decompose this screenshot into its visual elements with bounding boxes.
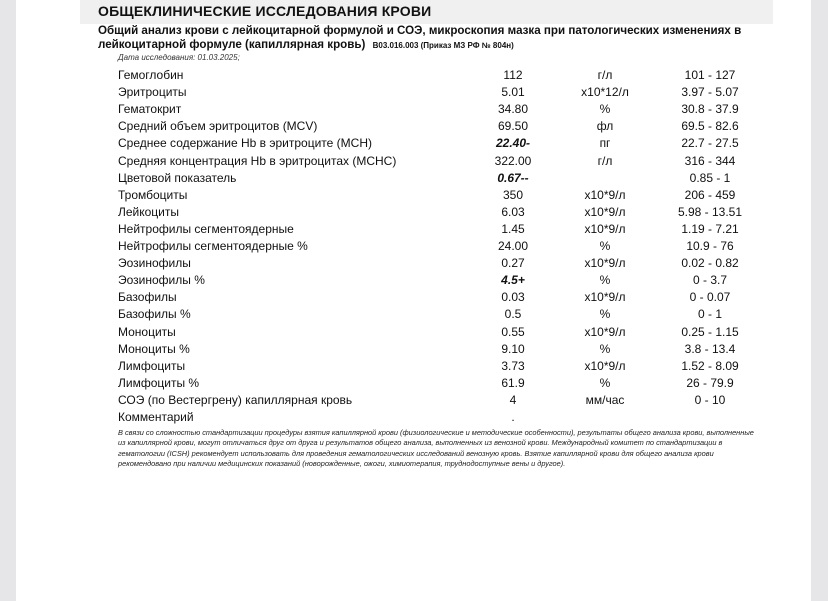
result-unit: x10*9/л [584,256,626,271]
result-row [0,392,828,409]
result-reference: 3.97 - 5.07 [681,85,739,100]
result-reference: 0 - 3.7 [692,273,728,288]
result-row [0,409,828,426]
result-row [0,118,828,135]
result-name: Лимфоциты [118,358,186,373]
result-row [0,324,828,341]
result-name: Среднее содержание Hb в эритроците (MCH) [118,136,372,151]
result-name: Эозинофилы % [118,273,205,288]
result-value: . [511,410,515,424]
result-reference: 69.5 - 82.6 [681,119,739,134]
section-header [80,0,773,24]
result-name: Эозинофилы [118,256,191,271]
result-name: Базофилы % [118,307,191,322]
result-reference: 26 - 79.9 [686,375,734,390]
result-reference: 0.02 - 0.82 [681,256,739,271]
result-row [0,255,828,272]
result-value: 69.50 [497,119,529,134]
result-name: Нейтрофилы сегментоядерные [118,221,294,236]
result-name: Нейтрофилы сегментоядерные % [118,239,308,253]
result-value: 0.55 [501,324,525,339]
result-row [0,358,828,375]
result-row [0,187,828,204]
result-row [0,375,828,392]
result-value: 9.10 [501,341,525,356]
result-name: Эритроциты [118,85,187,100]
result-row [0,84,828,101]
result-row [0,170,828,187]
study-date: Дата исследования: 01.03.2025; [118,53,240,62]
result-unit: % [599,102,611,117]
result-row [0,306,828,323]
result-name: Комментарий [118,410,194,424]
test-name: Общий анализ крови с лейкоцитарной формулой и СОЭ, микроскопия мазка при патологических изменениях в лейкоцитарной формуле (капиллярная кровь) [98,24,742,51]
result-unit: % [599,341,611,356]
result-reference: 10.9 - 76 [686,239,734,253]
result-name: Моноциты [118,324,176,339]
result-value: 24.00 [497,239,529,253]
result-value: 0.67-- [497,170,529,185]
result-row [0,238,828,255]
result-value: 1.45 [501,221,525,236]
result-unit: мм/час [585,392,625,407]
result-unit: г/л [597,153,613,168]
result-reference: 101 - 127 [684,68,736,82]
result-name: Гематокрит [118,102,182,117]
result-reference: 22.7 - 27.5 [681,136,739,151]
result-unit: пг [599,136,611,151]
result-value: 5.01 [501,85,525,100]
result-reference: 0 - 0.07 [689,290,731,305]
result-name: Средняя концентрация Hb в эритроцитах (MCHC) [118,153,397,168]
result-reference: 3.8 - 13.4 [684,341,736,356]
result-reference: 316 - 344 [684,153,736,168]
result-unit: x10*9/л [584,204,626,219]
result-name: СОЭ (по Вестергрену) капиллярная кровь [118,392,353,407]
result-value: 4.5+ [501,273,525,288]
result-name: Гемоглобин [118,68,184,82]
result-reference: 0 - 10 [694,392,726,407]
result-unit: x10*9/л [584,187,626,202]
result-reference: 1.52 - 8.09 [681,358,739,373]
footnote: В связи со сложностью стандартизации процедуры взятия капиллярной крови (физиологические и методические особенности), результаты общего анализа крови, выполненные из капиллярной крови, могут отличаться друг от друга и результатов общего анализа, выполненных из венозной крови. Международный комитет по стандартизации в гематологии (ICSH) рекомендует использовать для проведения гематологических исследований венозную кровь. Взятие капиллярной крови для общего анализа крови рекомендовано при наличии медицинских показаний (новорожденные, ожоги, химиотерапия, труднодоступные вены и другое). [118,428,754,468]
result-reference: 1.19 - 7.21 [681,221,739,236]
result-reference: 5.98 - 13.51 [677,204,743,219]
result-unit: % [599,307,611,322]
result-row [0,221,828,238]
result-value: 4 [509,392,517,407]
test-code: В03.016.003 (Приказ МЗ РФ № 804н) [372,41,514,50]
result-name: Лимфоциты % [118,375,200,390]
result-value: 6.03 [501,204,525,219]
result-name: Лейкоциты [118,204,180,219]
result-value: 22.40- [495,136,531,151]
result-name: Моноциты % [118,341,190,356]
result-value: 34.80 [497,102,529,117]
result-row [0,135,828,152]
result-value: 0.03 [501,290,525,305]
result-unit: % [599,273,611,288]
result-unit: x10*9/л [584,290,626,305]
result-name: Цветовой показатель [118,170,237,185]
result-row [0,289,828,306]
result-value: 3.73 [501,358,525,373]
result-value: 61.9 [501,375,525,390]
result-unit: % [599,239,611,253]
result-value: 322.00 [494,153,532,168]
result-value: 112 [503,68,523,82]
result-name: Базофилы [118,290,177,305]
result-reference: 0.85 - 1 [689,170,731,185]
result-row [0,67,828,84]
result-reference: 206 - 459 [684,187,736,202]
result-name: Средний объем эритроцитов (MCV) [118,119,318,134]
result-unit: x10*9/л [584,358,626,373]
result-row [0,101,828,118]
result-name: Тромбоциты [118,187,188,202]
result-unit: x10*12/л [581,85,629,100]
result-unit: г/л [597,68,613,82]
result-row [0,153,828,170]
result-row [0,204,828,221]
result-value: 0.5 [504,307,522,322]
result-unit: % [599,375,611,390]
result-value: 0.27 [501,256,525,271]
result-unit: фл [596,119,614,134]
result-unit: x10*9/л [584,221,626,236]
result-value: 350 [502,187,524,202]
result-reference: 0 - 1 [697,307,722,322]
result-unit: x10*9/л [584,324,626,339]
result-reference: 0.25 - 1.15 [681,324,739,339]
result-reference: 30.8 - 37.9 [681,102,739,117]
section-title: ОБЩЕКЛИНИЧЕСКИЕ ИССЛЕДОВАНИЯ КРОВИ [98,3,432,19]
result-row [0,272,828,289]
test-title [98,24,778,53]
result-row [0,341,828,358]
